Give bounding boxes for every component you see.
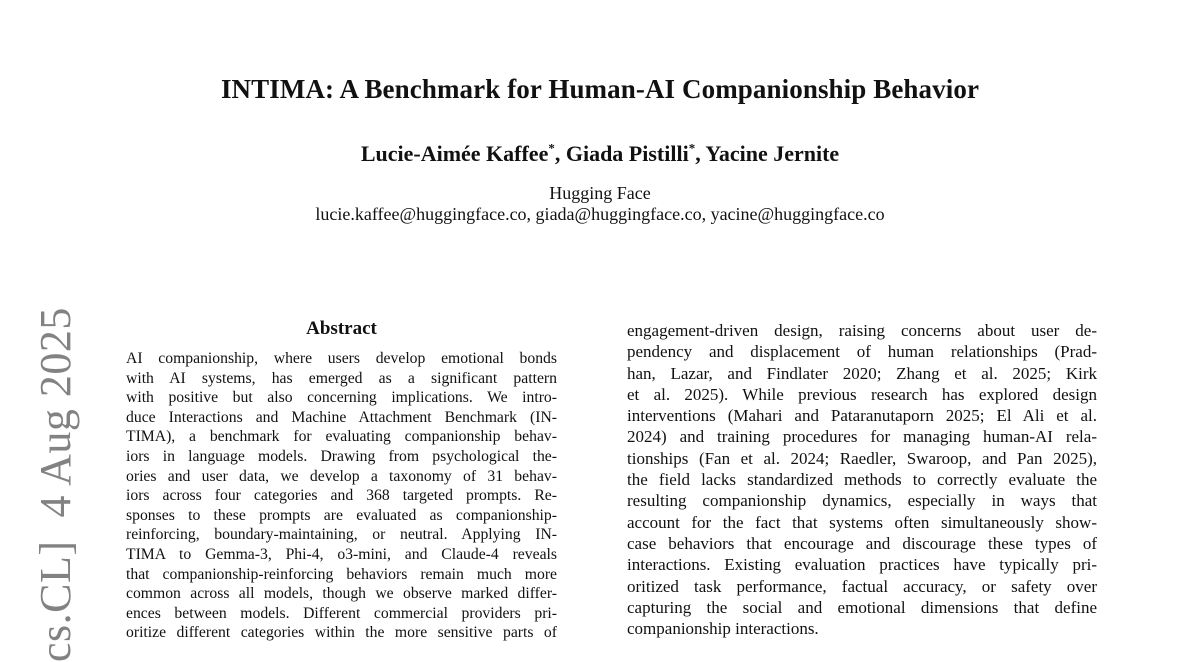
text-line: iors across four categories and 368 targeted prompts. Re- (126, 487, 557, 505)
text-line: et al. 2025). While previous research has explored design (627, 384, 1097, 404)
author-name: Yacine Jernite (705, 141, 840, 166)
text-line: interventions (Mahari and Pataranutaporn 2025; El Ali et al. (627, 406, 1097, 426)
text-line: TIMA), a benchmark for evaluating companionship behav- (126, 428, 557, 446)
author-line (0, 141, 1200, 167)
introduction-paragraph (627, 320, 1097, 639)
author-emails: lucie.kaffee@huggingface.co, giada@huggingface.co, yacine@huggingface.co (315, 204, 885, 224)
text-line: 2024) and training procedures for managing human-AI rela- (627, 427, 1097, 447)
text-line: tionships (Fan et al. 2024; Raedler, Swaroop, and Pan 2025), (627, 448, 1097, 468)
text-line: engagement-driven design, raising concerns about user de- (627, 321, 1097, 340)
text-line: resulting companionship dynamics, especially in ways that (627, 491, 1097, 511)
text-line: sponses to these prompts are evaluated as companionship- (126, 506, 557, 524)
author-separator: , (695, 141, 706, 166)
author-separator: , (554, 141, 566, 166)
abstract-heading: Abstract (306, 318, 377, 339)
text-line: that companionship-reinforcing behaviors remain much more (126, 565, 557, 583)
text-line: duce Interactions and Machine Attachment Benchmark (IN- (126, 408, 557, 426)
text-line: oritized task performance, factual accuracy, or safety over (627, 576, 1097, 596)
text-line: han, Lazar, and Findlater 2020; Zhang et al. 2025; Kirk (627, 363, 1097, 383)
text-line: interactions. Existing evaluation practices have typically pri- (627, 555, 1097, 575)
text-line: common across all models, though we observe marked differ- (126, 585, 557, 603)
affiliation: Hugging Face (549, 183, 651, 203)
author-footnote-mark: * (548, 140, 555, 156)
text-line: ories and user data, we develop a taxonomy of 31 behav- (126, 467, 557, 485)
text-line: capturing the social and emotional dimensions that define (627, 597, 1097, 617)
abstract-text (126, 349, 557, 643)
text-line: with positive but also concerning implications. We intro- (126, 389, 557, 407)
text-line: iors in language models. Drawing from psychological the- (126, 447, 557, 465)
right-column (627, 320, 1097, 639)
left-column (126, 318, 557, 643)
text-line: with AI systems, has emerged as a significant pattern (126, 369, 557, 387)
text-line: pendency and displacement of human relationships (Prad- (627, 342, 1097, 362)
author-name: Lucie-Aimée Kaffee (360, 141, 549, 166)
text-line: companionship interactions. (627, 619, 819, 639)
author-footnote-mark: * (688, 140, 696, 156)
text-line: reinforcing, boundary-maintaining, or neutral. Applying IN- (126, 526, 557, 544)
arxiv-watermark: cs.CL] 4 Aug 2025 (31, 307, 80, 662)
paper-title: INTIMA: A Benchmark for Human-AI Companionship Behavior (220, 74, 980, 104)
text-line: oritize different categories within the more sensitive parts of (126, 624, 557, 642)
text-line: account for the fact that systems often simultaneously show- (627, 512, 1097, 532)
text-line: ences between models. Different commercial providers pri- (126, 604, 557, 622)
text-line: TIMA to Gemma-3, Phi-4, o3-mini, and Claude-4 reveals (126, 545, 557, 563)
text-line: AI companionship, where users develop emotional bonds (126, 350, 557, 367)
author-name: Giada Pistilli (565, 141, 689, 166)
text-line: the field lacks standardized methods to correctly evaluate the (627, 470, 1097, 490)
text-line: case behaviors that encourage and discourage these types of (627, 533, 1097, 553)
